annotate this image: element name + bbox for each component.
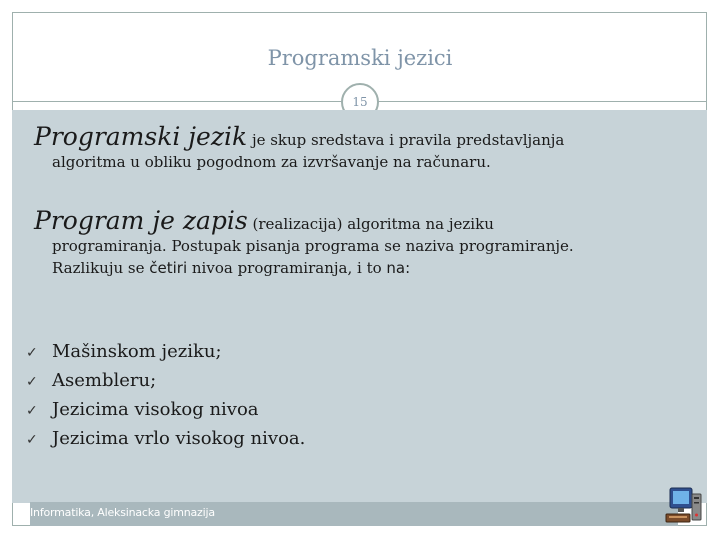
content-area xyxy=(12,110,707,503)
list-item xyxy=(26,396,305,425)
list-item-text: Asembleru; xyxy=(52,370,157,391)
checkmark-icon: ✓ xyxy=(26,374,38,390)
list-item-text: Mašinskom jeziku; xyxy=(52,341,222,362)
levels-text-a: Razlikuju se xyxy=(52,259,150,277)
computer-icon xyxy=(662,484,704,526)
slide-title: Programski jezici xyxy=(267,46,453,70)
paragraph-continuation-levels xyxy=(34,257,574,279)
footer-text: Informatika, Aleksinacka gimnazija xyxy=(30,506,215,519)
checkmark-icon: ✓ xyxy=(26,345,38,361)
levels-text-d: na: xyxy=(386,259,411,277)
levels-text-b: četiri xyxy=(149,259,188,277)
paragraph-lead-text: je skup sredstava i pravila predstavljanja xyxy=(247,131,565,149)
list-item xyxy=(26,425,305,454)
paragraph-lead-text: (realizacija) algoritma na jeziku xyxy=(247,215,494,233)
slide-number-badge: 15 xyxy=(341,83,379,121)
levels-list xyxy=(26,338,305,454)
checkmark-icon: ✓ xyxy=(26,403,38,419)
list-item xyxy=(26,367,305,396)
paragraph-continuation: algoritma u obliku pogodnom za izvršavanje na računaru. xyxy=(52,153,491,171)
list-item xyxy=(26,338,305,367)
levels-text-c: nivoa programiranja, i to xyxy=(187,259,387,277)
term-program: Program je zapis xyxy=(34,206,248,235)
paragraph-definition-program xyxy=(34,206,574,279)
list-item-text: Jezicima visokog nivoa xyxy=(52,399,259,420)
term-programming-language: Programski jezik xyxy=(34,122,248,151)
list-item-text: Jezicima vrlo visokog nivoa. xyxy=(52,428,306,449)
paragraph-continuation: programiranja. Postupak pisanja programa se naziva programiranje. xyxy=(52,237,574,255)
paragraph-definition-language xyxy=(34,122,564,173)
checkmark-icon: ✓ xyxy=(26,432,38,448)
